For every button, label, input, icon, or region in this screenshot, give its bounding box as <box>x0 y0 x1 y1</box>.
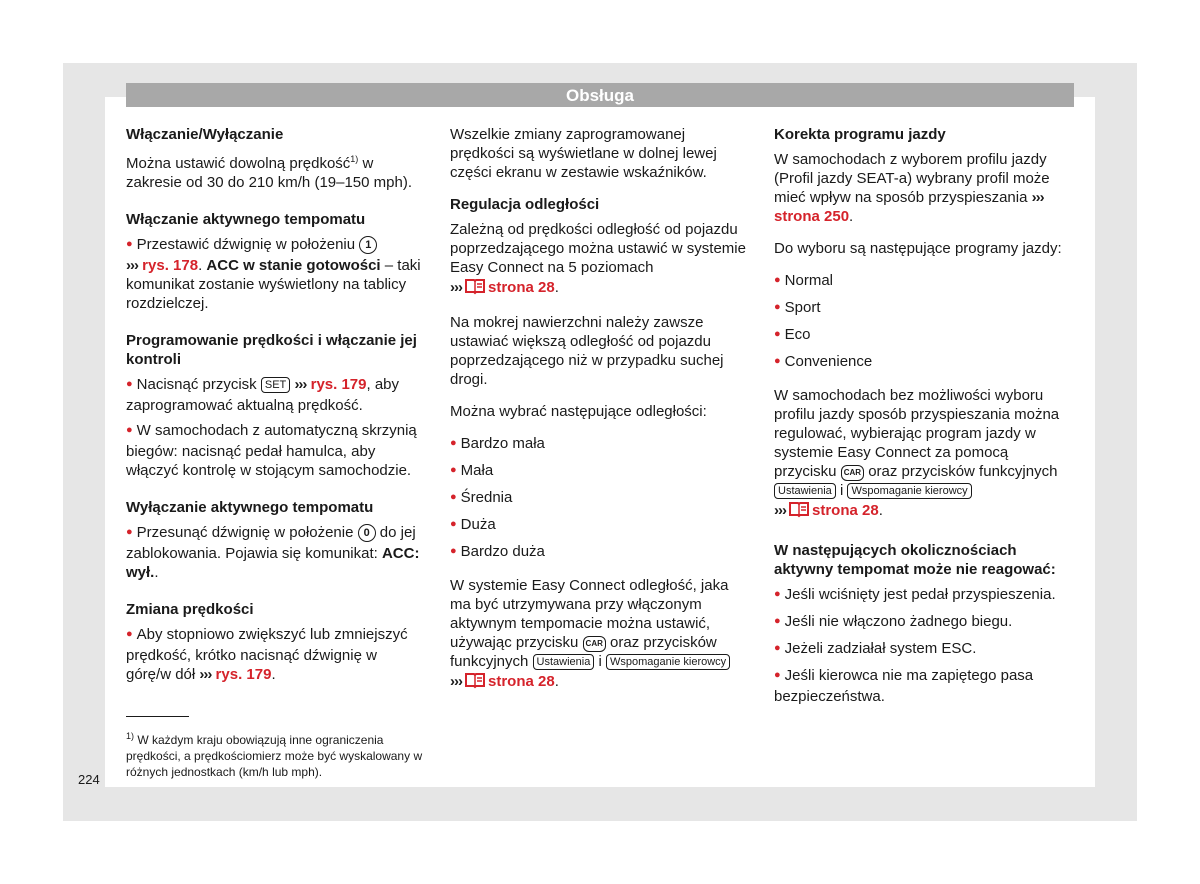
bullet-item <box>126 235 426 313</box>
paragraph: Wszelkie zmiany zaprogramowanej prędkości są wyświetlane w dolnej lewej części ekranu w zestawie wskaźników. <box>450 126 717 181</box>
list-item: ● Convenience <box>774 352 1074 373</box>
list-item: ● Normal <box>774 271 1074 292</box>
conditions-list <box>774 585 1074 706</box>
book-icon <box>464 671 486 694</box>
page-link[interactable]: strona 28 <box>488 279 555 296</box>
driver-assist-button-glyph: Wspomaganie kierowcy <box>606 654 730 670</box>
text: . <box>878 502 883 519</box>
settings-button-glyph: Ustawienia <box>533 654 595 670</box>
text: W systemie Easy Connect odległość, jaka ma być utrzymywana przy włączonym aktywnym tempomacie można ustawić, używając przycisku <box>450 577 729 651</box>
figure-link[interactable]: rys. 178 <box>142 257 199 274</box>
figure-link[interactable]: rys. 179 <box>310 376 367 393</box>
text: . <box>271 666 276 683</box>
text: . <box>849 208 854 225</box>
set-button-glyph: SET <box>261 377 290 393</box>
column-3 <box>774 125 1074 712</box>
section-change-speed <box>126 600 426 684</box>
driver-assist-button-glyph: Wspomaganie kierowcy <box>847 483 971 499</box>
section-title: Wyłączanie aktywnego tempomatu <box>126 499 374 516</box>
column-1 <box>126 125 426 697</box>
text: Przestawić dźwignię w położeniu <box>136 236 360 253</box>
text: . <box>154 564 159 581</box>
list-item: ● Bardzo mała <box>450 434 750 455</box>
section-conditions <box>774 541 1074 706</box>
text: Zależną od prędkości odległość od pojazdu poprzedzającego można ustawić w systemie Easy Connect na 5 poziomach <box>450 221 746 276</box>
text: , aby zaprogramować aktualną prędkość. <box>126 376 400 414</box>
program-list <box>774 271 1074 373</box>
section-deactivate <box>126 498 426 582</box>
list-item: ● Jeśli kierowca nie ma zapiętego pasa bezpieczeństwa. <box>774 666 1074 706</box>
list-item: ● Sport <box>774 298 1074 319</box>
list-item: ● Jeśli nie włączono żadnego biegu. <box>774 612 1074 633</box>
page-link[interactable]: strona 28 <box>488 673 555 690</box>
arrow-icon: ››› <box>450 279 462 296</box>
text: i <box>835 482 848 499</box>
section-distance <box>450 195 750 300</box>
list-item: ● Mała <box>450 461 750 482</box>
paragraph <box>774 150 1074 226</box>
footnote-divider <box>126 716 189 717</box>
page-link[interactable]: strona 250 <box>774 208 850 225</box>
section-title: Regulacja odległości <box>450 196 600 213</box>
section-title: Programowanie prędkości i włączanie jej kontroli <box>126 332 417 368</box>
page-number: 224 <box>78 772 100 787</box>
section-program <box>126 331 426 480</box>
section-title: Zmiana prędkości <box>126 601 254 618</box>
text: Przesunąć dźwignię w położenie <box>136 524 358 541</box>
paragraph <box>450 576 750 694</box>
paragraph <box>774 386 1074 523</box>
list-item: ● Średnia <box>450 488 750 509</box>
section-header: Obsługa <box>126 83 1074 107</box>
column-2 <box>450 125 750 707</box>
arrow-icon: ››› <box>199 666 212 683</box>
footnote-ref[interactable]: 1) <box>350 154 359 164</box>
distance-list <box>450 434 750 563</box>
text: w zakresie od 30 do 210 km/h (19–150 mph). <box>126 155 413 191</box>
bullet-item: ● W samochodach z automatyczną skrzynią biegów: nacisnąć pedał hamulca, aby włączyć kontrolę w stojącym samochodzie. <box>126 421 426 480</box>
arrow-icon: ››› <box>450 673 462 690</box>
bullet-item <box>126 625 426 684</box>
footnote-text: W każdym kraju obowiązują inne ograniczenia prędkości, a prędkościomierz może być wyskalowany w różnych jednostkach (km/h lub mph). <box>126 733 423 779</box>
book-icon <box>464 277 486 300</box>
text: i <box>594 653 607 670</box>
text: Nacisnąć przycisk <box>136 376 261 393</box>
status-message: ACC: wył. <box>126 545 420 581</box>
list-item: ● Jeżeli zadziałał system ESC. <box>774 639 1074 660</box>
footnote-mark: 1) <box>126 731 135 741</box>
position-marker: 1 <box>359 236 377 254</box>
section-title: Włączanie/Wyłączanie <box>126 126 284 143</box>
paragraph <box>126 150 426 192</box>
text: Aby stopniowo zwiększyć lub zmniejszyć prędkość, krótko nacisnąć dźwignię w górę/w dół <box>126 626 408 683</box>
text: . <box>554 673 559 690</box>
paragraph: Do wyboru są następujące programy jazdy: <box>774 240 1062 257</box>
settings-button-glyph: Ustawienia <box>774 483 836 499</box>
text: oraz przycisków funkcyjnych <box>450 634 717 670</box>
bullet-item <box>126 375 426 415</box>
page-link[interactable]: strona 28 <box>812 502 879 519</box>
car-button-glyph: CAR <box>841 465 864 481</box>
footnote <box>126 728 426 780</box>
paragraph: Można wybrać następujące odległości: <box>450 403 707 420</box>
bullet-item <box>126 523 426 582</box>
list-item: ● Eco <box>774 325 1074 346</box>
text: . <box>554 279 559 296</box>
book-icon <box>788 500 810 523</box>
section-title: W następujących okolicznościach aktywny tempomat może nie reagować: <box>774 542 1056 578</box>
section-on-off <box>126 125 426 192</box>
list-item: ● Duża <box>450 515 750 536</box>
text: do jej zablokowania. Pojawia się komunikat: <box>126 524 416 562</box>
list-item: ● Jeśli wciśnięty jest pedał przyspieszenia. <box>774 585 1074 606</box>
section-activate <box>126 210 426 313</box>
section-title: Włączanie aktywnego tempomatu <box>126 211 366 228</box>
text: – taki komunikat zostanie wyświetlony na tablicy rozdzielczej. <box>126 257 421 312</box>
position-marker: 0 <box>358 524 376 542</box>
paragraph: Na mokrej nawierzchni należy zawsze ustawiać większą odległość od pojazdu poprzedzającego niż w przypadku suchej drogi. <box>450 314 724 388</box>
text: . <box>198 257 207 274</box>
car-button-glyph: CAR <box>583 636 606 652</box>
text: W samochodach bez możliwości wyboru profilu jazdy sposób przyspieszania można regulować, wybierając program jazdy w systemie Easy Connect za pomocą przycisku <box>774 387 1060 480</box>
status-message: ACC w stanie gotowości <box>206 257 381 274</box>
section-title: Korekta programu jazdy <box>774 126 946 143</box>
section-driving-program <box>774 125 1074 226</box>
text: W samochodach z wyborem profilu jazdy (Profil jazdy SEAT-a) wybrany profil może mieć wpływ na sposób przyspieszania <box>774 151 1050 206</box>
list-item: ● Bardzo duża <box>450 542 750 563</box>
text: oraz przycisków funkcyjnych <box>864 463 1058 480</box>
arrow-icon: ››› <box>294 376 307 393</box>
text: Można ustawić dowolną prędkość <box>126 155 351 172</box>
figure-link[interactable]: rys. 179 <box>215 666 272 683</box>
paragraph <box>450 220 750 300</box>
arrow-icon: ››› <box>774 502 786 519</box>
arrow-icon: ››› <box>126 257 138 274</box>
arrow-icon: ››› <box>1031 189 1044 206</box>
